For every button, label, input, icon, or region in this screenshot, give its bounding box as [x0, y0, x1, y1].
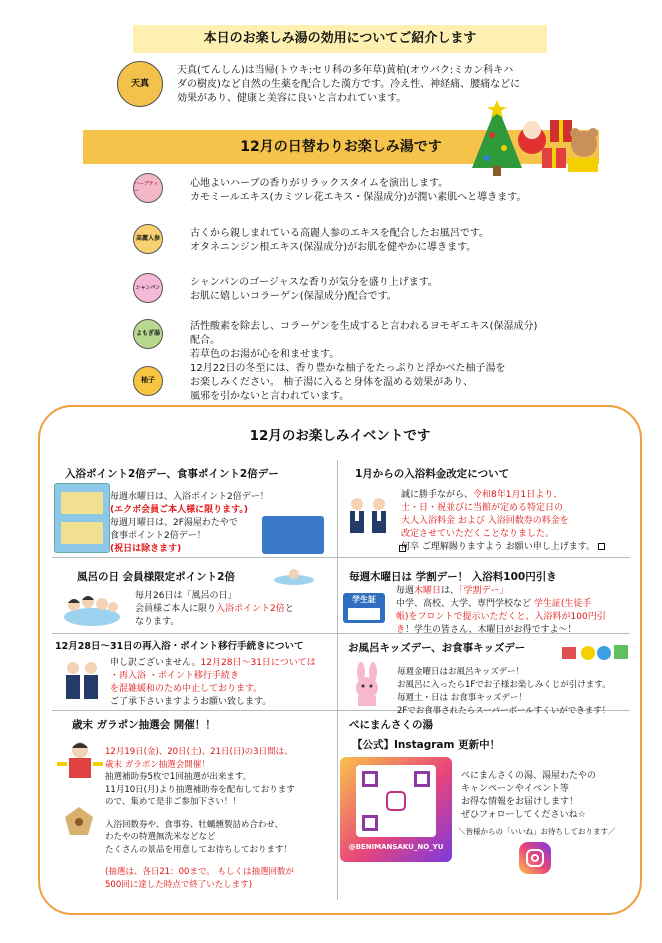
toys-decoration-icon [560, 639, 630, 663]
intro-title: 本日のお楽しみ湯の効用についてご紹介します [203, 31, 477, 46]
rabbit-icon [350, 662, 384, 706]
instagram-text: べにまんさくの湯、湯屋わたやの キャンペーンやイベント等 お得な情報をお届けします！ ぜひフォローしてくださいね☆ [461, 771, 597, 820]
yomogi-description: 活性酸素を除去し、コラーゲンを生成すると言われるヨモギエキス(保湿成分) 配合。 若草色のお湯が心を和ませます。 [190, 321, 538, 360]
ginseng-icon: 高麗人参 [133, 224, 163, 254]
tenshin-icon: 天真 [117, 61, 163, 107]
lottery-person-icon [55, 740, 105, 780]
herb-tea-icon: ハーブティー [133, 173, 163, 203]
intro-title-banner [133, 25, 547, 53]
person-bathing-icon [272, 566, 316, 586]
point-double-title: 入浴ポイント2倍デー、食事ポイント2倍デー [65, 468, 279, 480]
christmas-decoration-icon [462, 100, 602, 180]
events-title: 12月のお楽しみイベントです [249, 428, 431, 444]
staff-bowing-icon [343, 496, 393, 540]
daily-title: 12月の日替わりお楽しみ湯です [240, 139, 442, 155]
staff-apology-icon [62, 660, 102, 704]
kids-day-text: 毎週金曜日はお風呂キッズデー！ お風呂に入ったら1Fでお子様お楽しみくじが引けます。 毎週土・日は お食事キッズデー！ 2Fでお食事されたらスーパーボールすくいができます！ [397, 667, 611, 716]
events-divider-vertical [337, 460, 338, 900]
ginseng-description: 古くから親しまれている高麗人参のエキスを配合したお風呂です。 オタネニンジン根エキス(保湿成分)がお肌を健やかに導きます。 [190, 228, 489, 253]
bath-day-text: 毎月26日は「風呂の日」 会員様ご本人に限り入浴ポイント2倍と なります。 [135, 591, 294, 627]
student-discount-text: 毎週木曜日は、「学割デー」 中学、高校、大学、専門学校など 学生証(生徒手 帳)をフロントで提示いただくと、入浴料が100円引 き！学生の皆さん、木曜日がお得ですよ～！ [396, 586, 606, 635]
herb-tea-description: 心地よいハーブの香りがリラックスタイムを演出します。 カモミールエキス(カミツレ花エキス・保湿成分)が潤い素肌へと導きます。 [190, 178, 527, 203]
events-divider-1 [52, 557, 630, 558]
price-revision-text: 誠に勝手ながら、令和8年1月1日より、 土・日・祝並びに当館が定める特定日の 大人入浴料金 および 入浴回数券の料金を 改定させていただくことなりました。 何卒 ご理解賜りますよう お願い申し上げます。 [401, 489, 633, 554]
lottery-machine-icon [62, 805, 96, 839]
intro-description: 天真(てんしん)は当帰(トウキ:セリ科の多年草)黄柏(オウバク:ミカン科キハ ダの樹皮)など自然の生薬を配合した漢方です。冷え性、神経痛、腰痛などに 効果があり、健康と美容に良いと言われています。 [177, 65, 521, 104]
point-double-text: 毎週水曜日は、入浴ポイント2倍デー！ (エクボ会員ご本人様に限ります。) 毎週月曜日は、2F湯屋わたやで 食事ポイント2倍デー！ (祝日は除きます) [110, 492, 269, 554]
yomogi-icon: よもぎ湯 [133, 319, 163, 349]
bath-day-title: 風呂の日 会員様限定ポイント2倍 [77, 571, 235, 583]
instagram-logo-icon[interactable] [519, 842, 551, 874]
instagram-subtitle: 【公式】Instagram 更新中！ [352, 739, 501, 751]
reentry-suspension-title: 12月28日～31日の再入浴・ポイント移行手続きについて [55, 641, 304, 652]
lottery-text: 12月19日(金)、20日(土)、21日(日)の3日間は、 歳末 ガラポン抽選会開催！ 抽選補助券5枚で1回抽選が出来ます。 11月10日(月)より抽選補助券を配布しております ので、集めて是非ご参加下さい！！ 入浴回数券や、食事券、牡蠣燻製詰め合わせ、 わたやの特選無洗米などなど たくさんの景品を用意してお待ちしております！ (抽選は、各日21：00まで。 もしくは抽選回数が 500回に達した時点で終了いたします) [105, 747, 295, 890]
instagram-like-note: ＼皆様からの「いいね」お待ちしております／ [458, 827, 616, 836]
price-revision-title: 1月からの入浴料金改定について [355, 468, 510, 480]
instagram-qr-code[interactable] [340, 757, 452, 862]
checkbox-square-icon [598, 543, 605, 550]
champagne-icon: シャンパン [133, 273, 163, 303]
reentry-suspension-text: 申し訳ございません。12月28日～31日については ・再入浴 ・ポイント移行手続き を混雑緩和のため中止しております。 ご了承下さいますようお願い致します。 [110, 658, 316, 707]
point-card-image [54, 483, 110, 553]
student-id-card-icon: 学生証 [343, 593, 385, 623]
member-card-image [262, 516, 324, 554]
kids-day-title: お風呂キッズデー、お食事キッズデー [348, 642, 526, 654]
lottery-title: 歳末 ガラポン抽選会 開催！！ [72, 719, 216, 731]
instagram-handle: @BENIMANSAKU_NO_YU [348, 843, 444, 851]
yuzu-icon: 柚子 [133, 366, 163, 396]
student-discount-title: 毎週木曜日は 学割デー！ 入浴料100円引き [349, 571, 557, 583]
family-bath-icon [62, 587, 122, 627]
yuzu-description: 12月22日の冬至には、香り豊かな柚子をたっぷりと浮かべた柚子湯を お楽しみください。 柚子湯に入ると身体を温める効果があり、 風邪を引かないと言われています。 [190, 363, 506, 402]
champagne-description: シャンパンのゴージャスな香りが気分を盛り上げます。 お肌に嬉しいコラーゲン(保湿成分)配合です。 [190, 277, 438, 302]
checkbox-square-icon [399, 545, 406, 552]
instagram-section-title: べにまんさくの湯 [349, 719, 433, 731]
